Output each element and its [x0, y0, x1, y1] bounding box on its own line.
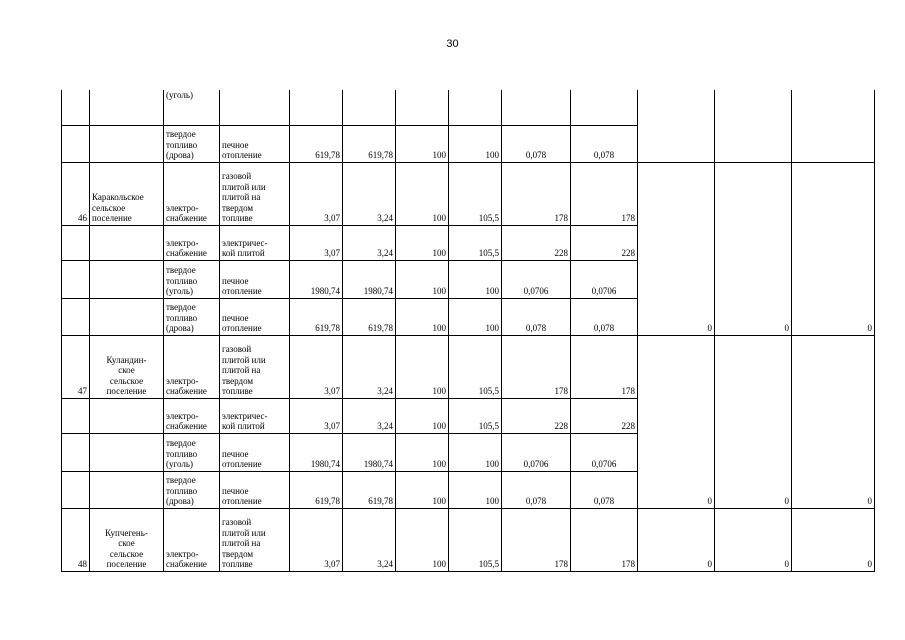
value-cell: 100: [396, 125, 449, 162]
value-cell: 3,24: [343, 398, 396, 433]
value-cell: 178: [502, 335, 571, 398]
tariff-table: [61, 90, 875, 572]
value-cell: 100: [396, 398, 449, 433]
value-cell: 100: [396, 471, 449, 508]
value-cell: 105,5: [449, 508, 502, 571]
value-cell: 105,5: [449, 162, 502, 225]
value-cell: 0,0706: [571, 433, 638, 471]
method-cell: газовой плитой или плитой на твердом топливе: [220, 162, 290, 225]
value-cell: 178: [502, 162, 571, 225]
settlement-name: Купчегень- ское сельское поселение: [90, 508, 164, 571]
value-cell: 0,078: [502, 298, 571, 335]
source-cell: электро- снабжение: [164, 225, 220, 260]
source-cell: твердое топливо (уголь): [164, 433, 220, 471]
table-row: [62, 162, 875, 225]
value-cell: 619,78: [343, 125, 396, 162]
value-cell: 3,24: [343, 225, 396, 260]
value-cell: 228: [571, 225, 638, 260]
value-cell: 105,5: [449, 335, 502, 398]
trail-cell: 0: [792, 335, 875, 508]
source-cell: электро- снабжение: [164, 398, 220, 433]
value-cell: 0,0706: [502, 260, 571, 298]
method-cell: электричес- кой плитой: [220, 398, 290, 433]
value-cell: 619,78: [290, 298, 343, 335]
value-cell: 100: [396, 298, 449, 335]
value-cell: 0,0706: [502, 433, 571, 471]
value-cell: 100: [449, 260, 502, 298]
value-cell: 100: [396, 225, 449, 260]
trail-cell: 0: [715, 162, 792, 335]
value-cell: 0,078: [571, 298, 638, 335]
value-cell: 0,078: [502, 125, 571, 162]
settlement-name: Куландин- ское сельское поселение: [90, 335, 164, 398]
source-cell: электро- снабжение: [164, 162, 220, 225]
source-cell: электро- снабжение: [164, 335, 220, 398]
value-cell: 1980,74: [290, 433, 343, 471]
trail-cell: 0: [792, 162, 875, 335]
trail-cell: 0: [638, 162, 715, 335]
value-cell: 228: [571, 398, 638, 433]
source-cell: твердое топливо (дрова): [164, 125, 220, 162]
value-cell: 100: [396, 433, 449, 471]
method-cell: печное отопление: [220, 298, 290, 335]
row-number: 47: [62, 335, 90, 398]
value-cell: 178: [571, 335, 638, 398]
value-cell: 3,07: [290, 225, 343, 260]
method-cell: печное отопление: [220, 125, 290, 162]
value-cell: 0,078: [502, 471, 571, 508]
value-cell: 105,5: [449, 225, 502, 260]
value-cell: 100: [396, 260, 449, 298]
source-cell: твердое топливо (дрова): [164, 471, 220, 508]
table-row: [62, 335, 875, 398]
trail-cell: 0: [715, 508, 792, 571]
value-cell: 228: [502, 225, 571, 260]
method-cell: электричес- кой плитой: [220, 225, 290, 260]
value-cell: 228: [502, 398, 571, 433]
table-row: [62, 508, 875, 571]
source-cell: твердое топливо (уголь): [164, 260, 220, 298]
value-cell: 3,07: [290, 335, 343, 398]
trail-cell: [792, 90, 875, 162]
value-cell: 178: [502, 508, 571, 571]
page-number: 30: [446, 38, 459, 50]
value-cell: 0,078: [571, 471, 638, 508]
value-cell: 0,078: [571, 125, 638, 162]
trail-cell: [715, 90, 792, 162]
value-cell: 3,07: [290, 508, 343, 571]
source-cell: (уголь): [164, 90, 220, 125]
value-cell: 619,78: [343, 298, 396, 335]
method-cell: печное отопление: [220, 260, 290, 298]
value-cell: 1980,74: [343, 433, 396, 471]
trail-cell: 0: [638, 335, 715, 508]
method-cell: печное отопление: [220, 433, 290, 471]
value-cell: 100: [449, 471, 502, 508]
value-cell: 100: [396, 508, 449, 571]
method-cell: газовой плитой или плитой на твердом топливе: [220, 508, 290, 571]
source-cell: твердое топливо (дрова): [164, 298, 220, 335]
value-cell: 619,78: [290, 471, 343, 508]
value-cell: 619,78: [343, 471, 396, 508]
method-cell: печное отопление: [220, 471, 290, 508]
value-cell: 100: [449, 433, 502, 471]
trail-cell: 0: [792, 508, 875, 571]
table-row: [62, 90, 875, 125]
row-number: 46: [62, 162, 90, 225]
method-cell: газовой плитой или плитой на твердом топливе: [220, 335, 290, 398]
value-cell: 1980,74: [343, 260, 396, 298]
value-cell: 100: [396, 335, 449, 398]
value-cell: 619,78: [290, 125, 343, 162]
value-cell: 3,24: [343, 508, 396, 571]
value-cell: 3,07: [290, 162, 343, 225]
value-cell: 3,07: [290, 398, 343, 433]
source-cell: электро- снабжение: [164, 508, 220, 571]
trail-cell: 0: [715, 335, 792, 508]
value-cell: 100: [449, 125, 502, 162]
value-cell: 3,24: [343, 162, 396, 225]
value-cell: 178: [571, 162, 638, 225]
settlement-name: Каракольское сельское поселение: [90, 162, 164, 225]
value-cell: 0,0706: [571, 260, 638, 298]
trail-cell: [638, 90, 715, 162]
value-cell: 105,5: [449, 398, 502, 433]
row-number: 48: [62, 508, 90, 571]
trail-cell: 0: [638, 508, 715, 571]
value-cell: 1980,74: [290, 260, 343, 298]
value-cell: 100: [396, 162, 449, 225]
value-cell: 3,24: [343, 335, 396, 398]
value-cell: 100: [449, 298, 502, 335]
value-cell: 178: [571, 508, 638, 571]
